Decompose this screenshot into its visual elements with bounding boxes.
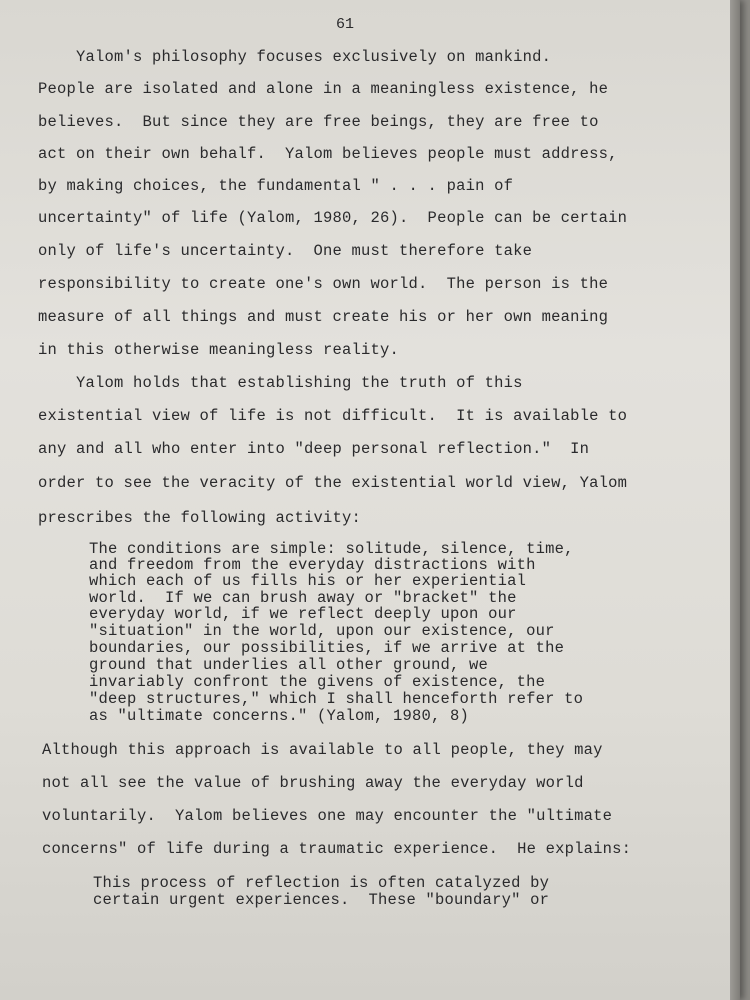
quote-line: certain urgent experiences. These "boundary" or [93,891,550,909]
text-line: believes. But since they are free beings, they are free to [38,113,599,131]
text-line: measure of all things and must create his or her own meaning [38,308,609,326]
text-line: by making choices, the fundamental " . . . pain of [38,177,514,195]
text-line: Yalom's philosophy focuses exclusively on mankind. [38,48,552,66]
text-line: order to see the veracity of the existential world view, Yalom [38,474,628,492]
quote-line: which each of us fills his or her experiential [89,572,527,590]
text-line: Although this approach is available to all people, they may [42,741,603,759]
quote-line: invariably confront the givens of existence, the [89,673,546,691]
text-line: act on their own behalf. Yalom believes people must address, [38,145,618,163]
page-edge [730,0,740,1000]
quote-line: everyday world, if we reflect deeply upon our [89,605,517,623]
text-line: concerns" of life during a traumatic experience. He explains: [42,840,632,858]
quote-line: The conditions are simple: solitude, silence, time, [89,540,574,558]
text-line: uncertainty" of life (Yalom, 1980, 26). People can be certain [38,209,628,227]
text-line: responsibility to create one's own world. The person is the [38,275,609,293]
text-line: any and all who enter into "deep personal reflection." In [38,440,590,458]
text-line: voluntarily. Yalom believes one may encounter the "ultimate [42,807,613,825]
text-line: existential view of life is not difficult. It is available to [38,407,628,425]
text-line: prescribes the following activity: [38,509,362,527]
quote-line: world. If we can brush away or "bracket" the [89,589,517,607]
quote-line: This process of reflection is often catalyzed by [93,874,550,892]
quote-line: "deep structures," which I shall henceforth refer to [89,690,584,708]
page-number: 61 [336,16,355,33]
quote-line: and freedom from the everyday distractions with [89,556,536,574]
text-line: Yalom holds that establishing the truth of this [38,374,523,392]
quote-line: "situation" in the world, upon our existence, our [89,622,555,640]
text-line: not all see the value of brushing away the everyday world [42,774,584,792]
text-line: in this otherwise meaningless reality. [38,341,400,359]
text-line: only of life's uncertainty. One must therefore take [38,242,533,260]
text-line: People are isolated and alone in a meaningless existence, he [38,80,609,98]
quote-line: as "ultimate concerns." (Yalom, 1980, 8) [89,707,470,725]
quote-line: boundaries, our possibilities, if we arrive at the [89,639,565,657]
quote-line: ground that underlies all other ground, we [89,656,489,674]
